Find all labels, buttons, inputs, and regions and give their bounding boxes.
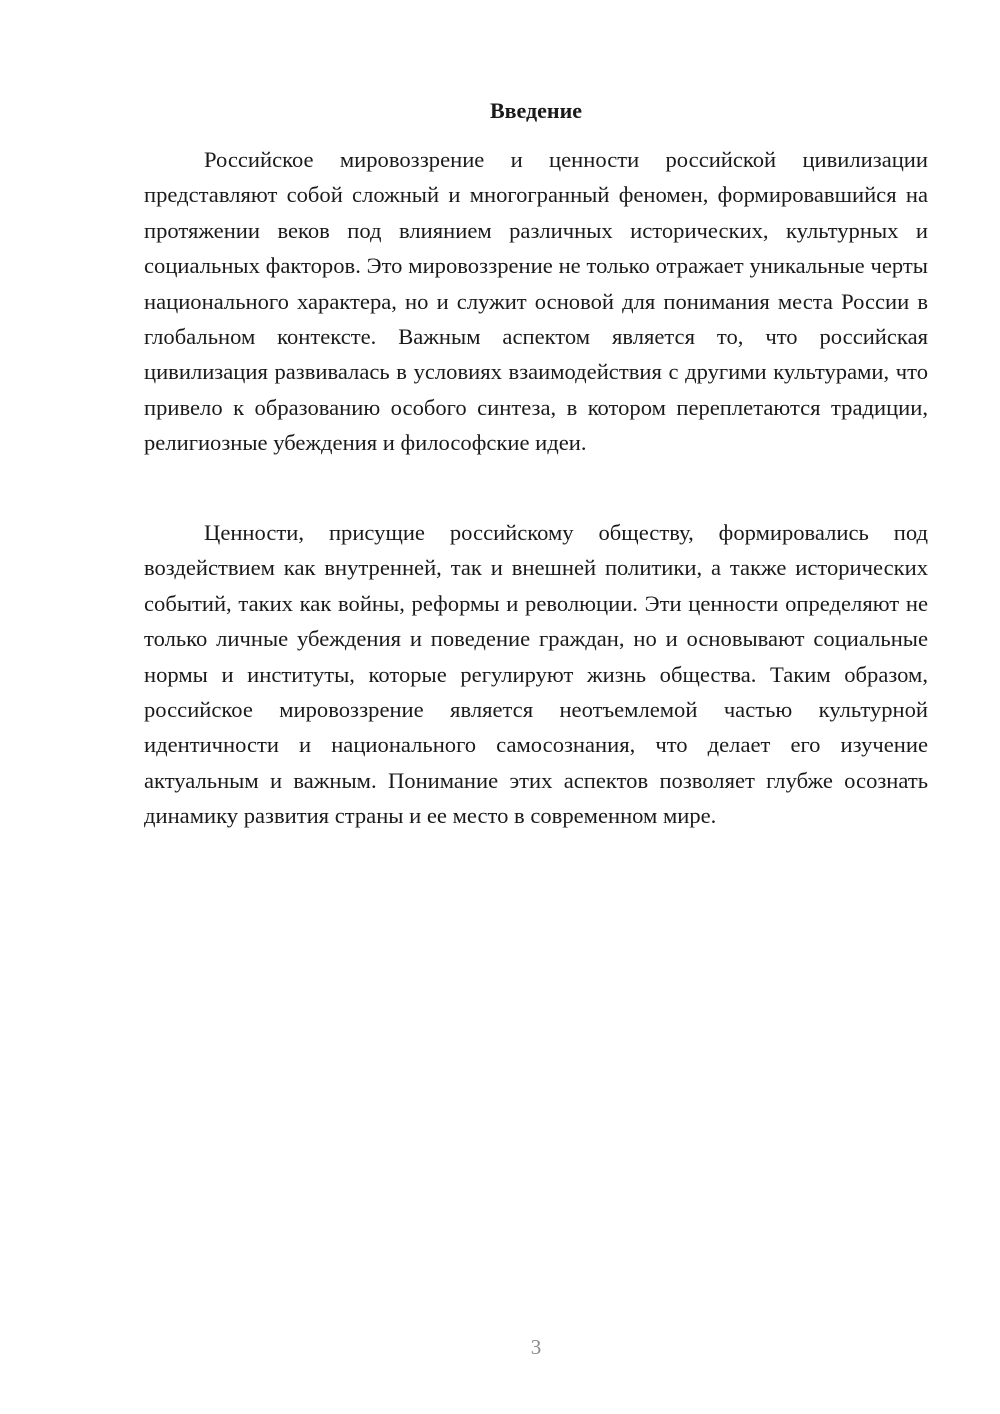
paragraph-2: Ценности, присущие российскому обществу, формировались под воздействием как внутренней, так и внешней политики, а также исторических событий, таких как войны, реформы и революции. Эти ценности определяют не только личные убеждения и поведение граждан, но и основывают социальные нормы и институты, которые регулируют жизнь общества. Таким образом, российское мировоззрение является неотъемлемой частью культурной идентичности и национального самосознания, что делает его изучение актуальным и важным. Понимание этих аспектов позволяет глубже осознать динамику развития страны и ее место в современном мире.	[144, 520, 928, 829]
section-heading: Введение	[489, 98, 583, 123]
page-number: 3	[530, 1335, 542, 1359]
paragraph-1: Российское мировоззрение и ценности российской цивилизации представляют собой сложный и многогранный феномен, формировавшийся на протяжении веков под влиянием различных исторических, культурных и социальных факторов. Это мировоззрение не только отражает уникальные черты национального характера, но и служит основой для понимания места России в глобальном контексте. Важным аспектом является то, что российская цивилизация развивалась в условиях взаимодействия с другими культурами, что привело к образованию особого синтеза, в котором переплетаются традиции, религиозные убеждения и философские идеи.	[144, 147, 928, 456]
